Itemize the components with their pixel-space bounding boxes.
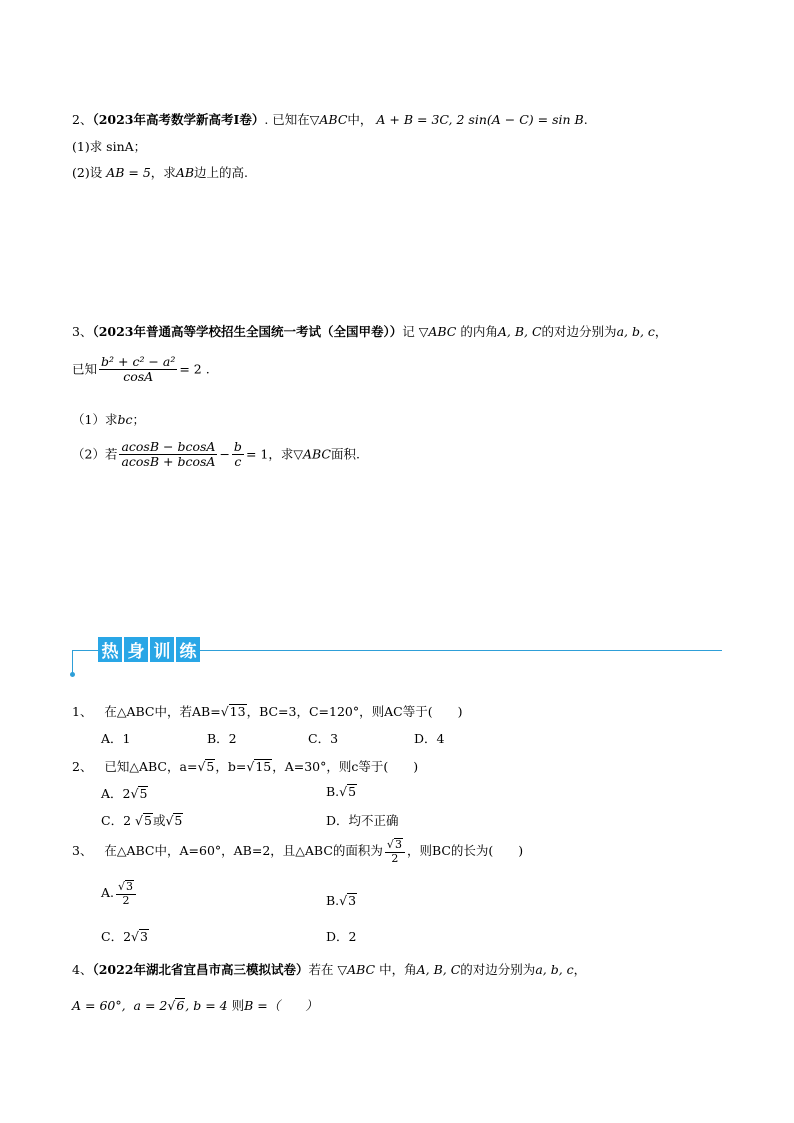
problem-2-source: （2023年高考数学新高考Ⅰ卷） [92,112,265,127]
warmup-3-option-b: B.√3 [326,893,357,908]
problem-2-q2: (2)设 AB = 5，求AB边上的高. [72,165,249,180]
problem-3-source: （2023年普通高等学校招生全国统一考试（全国甲卷）） [92,324,403,339]
problem-3-q1: （1）求bc； [72,412,145,427]
warmup-2-option-c: C．2 √5或√5 [101,813,183,828]
problem-2-q1: (1)求 sinA； [72,139,147,154]
problem-3-given: 已知 $\frac{\text{b² + c² − a²}}{\cos A}$ = 2 . [72,354,210,385]
problem-2-line-1: 2、（2023年高考数学新高考Ⅰ卷）. 已知在▽ABC中， A + B = 3C, 2 sin(A − C) = sin B. [72,112,588,127]
warmup-2-option-b: B.√5 [326,784,357,799]
warmup-4-line-1: 4、（2022年湖北省宜昌市高三模拟试卷）若在 ▽ABC 中，角A, B, C的对边分别为a, b, c， [72,962,587,977]
banner-char: 练 [176,637,200,662]
warmup-1-option-a: A．1 [101,731,131,746]
warmup-1-question: 1、 在△ABC中，若AB=√13，BC=3，C=120°，则AC等于( ) [72,704,463,719]
warmup-3-option-a: A. $\frac{√3}{2}$ [101,880,138,907]
problem-2-condition: A + B = 3C, 2 sin(A − C) = sin B [376,112,584,127]
problem-2-number: 2、 [72,112,93,127]
warmup-2-option-d: D．均不正确 [326,813,399,828]
warmup-3-option-c: C．2√3 [101,929,148,944]
warmup-1-option-d: D．4 [414,731,445,746]
warmup-4-source: （2022年湖北省宜昌市高三模拟试卷） [92,962,309,977]
banner-char: 身 [124,637,148,662]
banner-dot [70,672,75,677]
warmup-4-line-2: A = 60°, a = 2√6, b = 4 则B =（ ） [72,998,318,1013]
problem-3-number: 3、 [72,324,93,339]
warmup-1-option-c: C．3 [308,731,339,746]
banner-char: 训 [150,637,174,662]
problem-3-q2: （2）若 $\frac{acosB - bcosA}{acosB + bcosA}$ − $\frac{b}{c}$ = 1，求▽ABC面积. [72,439,360,470]
banner-char: 热 [98,637,122,662]
warmup-2-option-a: A．2√5 [101,786,148,801]
warmup-3-option-d: D．2 [326,929,357,944]
banner-rule [176,650,722,651]
warmup-1-option-b: B．2 [207,731,237,746]
warmup-3-question: 3、 在△ABC中，A=60°，AB=2，且△ABC的面积为 $\frac{√3}{2}$ ，则BC的长为( ) [72,838,524,865]
warmup-2-question: 2、 已知△ABC，a=√5，b=√15，A=30°，则c等于( ) [72,759,419,774]
problem-3-fraction: $\frac{\text{b² + c² − a²}}{\cos A}$ [101,354,176,385]
section-banner [72,637,722,677]
problem-3-line-1: 3、（2023年普通高等学校招生全国统一考试（全国甲卷））记 ▽ABC 的内角A, B, C的对边分别为a, b, c， [72,324,668,339]
